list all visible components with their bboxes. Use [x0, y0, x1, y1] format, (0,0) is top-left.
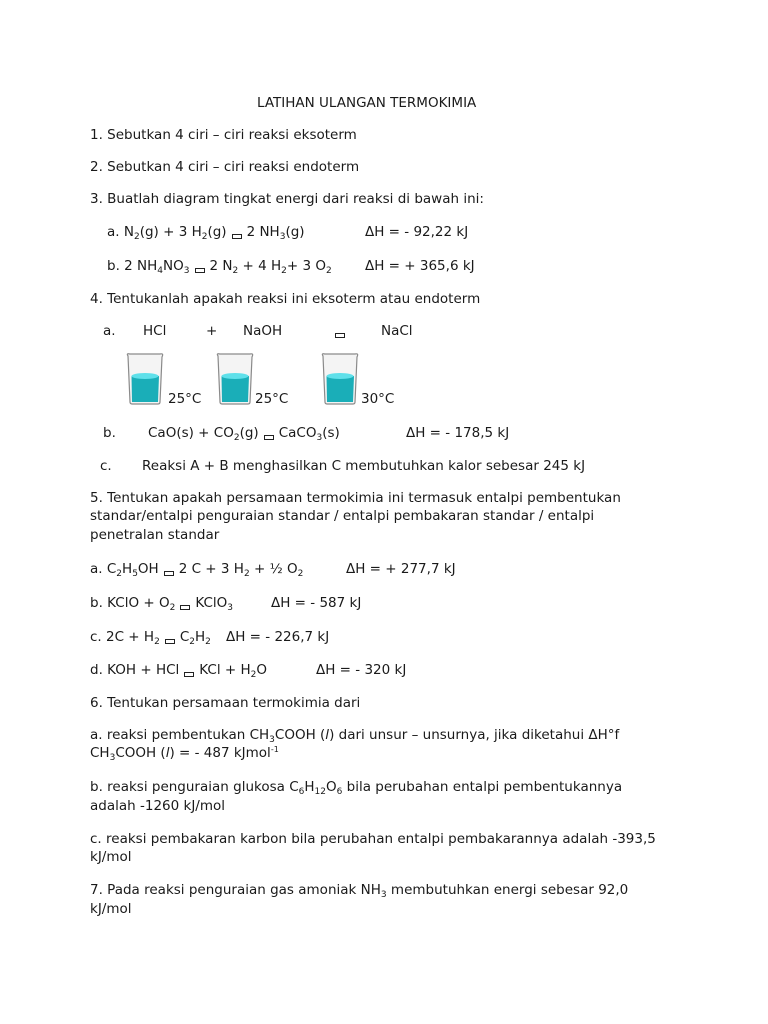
beaker-icon — [319, 352, 361, 406]
arrow-icon — [180, 605, 190, 610]
q3-b-equation: b. 2 $NH_4NO_3$ 2 $N_2 + 4$ $H_2+ 3$ $O_2$ — [107, 258, 332, 276]
temperature-1: 25°C — [168, 391, 202, 407]
question-1: 1. Sebutkan 4 ciri – ciri reaksi eksoterm — [90, 127, 357, 143]
temperature-2: 25°C — [255, 391, 289, 407]
q5-d-enthalpy: ΔH = - 320 kJ — [316, 662, 407, 678]
q6-a-line-2: $CH_3COOH$ (l) = - 487 kJmol$^{-1}$ — [90, 745, 279, 763]
q5-d-equation: d. KOH + HCl KCl + $H_2O$ — [90, 662, 267, 680]
q4-a-product: NaCl — [381, 323, 413, 339]
q6-c-line-2: kJ/mol — [90, 849, 132, 865]
q4-c-text: Reaksi A + B menghasilkan C membutuhkan kalor sebesar 245 kJ — [142, 458, 586, 474]
q6-c-line-1: c. reaksi pembakaran karbon bila perubahan entalpi pembakarannya adalah -393,5 — [90, 831, 656, 847]
q4-b-equation: $CaO(s) + CO_2(g)$ CaCO$_3$(s) — [148, 425, 340, 443]
question-5-line-1: 5. Tentukan apakah persamaan termokimia ini termasuk entalpi pembentukan — [90, 490, 621, 506]
temperature-3: 30°C — [361, 391, 395, 407]
question-7-line-2: kJ/mol — [90, 901, 132, 917]
arrow-icon — [184, 672, 194, 677]
arrow-icon — [165, 639, 175, 644]
beaker-icon — [214, 352, 256, 406]
q5-a-enthalpy: ΔH = + 277,7 kJ — [346, 561, 456, 577]
question-5-line-3: penetralan standar — [90, 527, 220, 543]
q3-a-equation: a. $N_2(g) + 3$ $H_2(g)$ 2 $NH_3(g)$ — [107, 224, 305, 242]
question-2: 2. Sebutkan 4 ciri – ciri reaksi endoterm — [90, 159, 360, 175]
q5-a-equation: a. $C_2H_5OH$ 2 C + 3 $H_2$ + ½ $O_2$ — [90, 561, 304, 579]
q4-c-label: c. — [100, 458, 112, 474]
beaker-icon — [124, 352, 166, 406]
q6-a-line-1: a. reaksi pembentukan $CH_3COOH$ (l) dari unsur – unsurnya, jika diketahui ΔH°f — [90, 727, 620, 745]
arrow-icon — [232, 234, 242, 239]
q5-c-enthalpy: ΔH = - 226,7 kJ — [226, 629, 330, 645]
q3-b-enthalpy: ΔH = + 365,6 kJ — [365, 258, 475, 274]
q4-a-label: a. — [103, 323, 116, 339]
q5-c-equation: c. $2C + H_2$ $C_2H_2$ — [90, 629, 211, 647]
q5-b-equation: b. KClO + $O_2$ KClO$_3$ — [90, 595, 233, 613]
q4-a-reactant-1: HCl — [143, 323, 167, 339]
q6-b-line-1: b. reaksi penguraian glukosa $C_6H_{12}O_6$ bila perubahan entalpi pembentukannya — [90, 779, 623, 797]
page-title: LATIHAN ULANGAN TERMOKIMIA — [257, 95, 477, 111]
q5-b-enthalpy: ΔH = - 587 kJ — [271, 595, 362, 611]
question-7-line-1: 7. Pada reaksi penguraian gas amoniak $NH_3$ membutuhkan energi sebesar 92,0 — [90, 882, 629, 900]
q4-b-enthalpy: ΔH = - 178,5 kJ — [406, 425, 510, 441]
question-4: 4. Tentukanlah apakah reaksi ini eksoterm atau endoterm — [90, 291, 481, 307]
q4-a-arrow — [330, 322, 350, 340]
arrow-icon — [195, 268, 205, 273]
q3-a-enthalpy: ΔH = - 92,22 kJ — [365, 224, 469, 240]
q4-a-reactant-2: NaOH — [243, 323, 283, 339]
arrow-icon — [335, 333, 345, 338]
question-5-line-2: standar/entalpi penguraian standar / entalpi pembakaran standar / entalpi — [90, 508, 595, 524]
arrow-icon — [164, 571, 174, 576]
q4-a-plus: + — [206, 323, 218, 339]
q4-b-label: b. — [103, 425, 116, 441]
arrow-icon — [264, 435, 274, 440]
q6-b-line-2: adalah -1260 kJ/mol — [90, 798, 226, 814]
question-6: 6. Tentukan persamaan termokimia dari — [90, 695, 361, 711]
question-3: 3. Buatlah diagram tingkat energi dari reaksi di bawah ini: — [90, 191, 484, 207]
